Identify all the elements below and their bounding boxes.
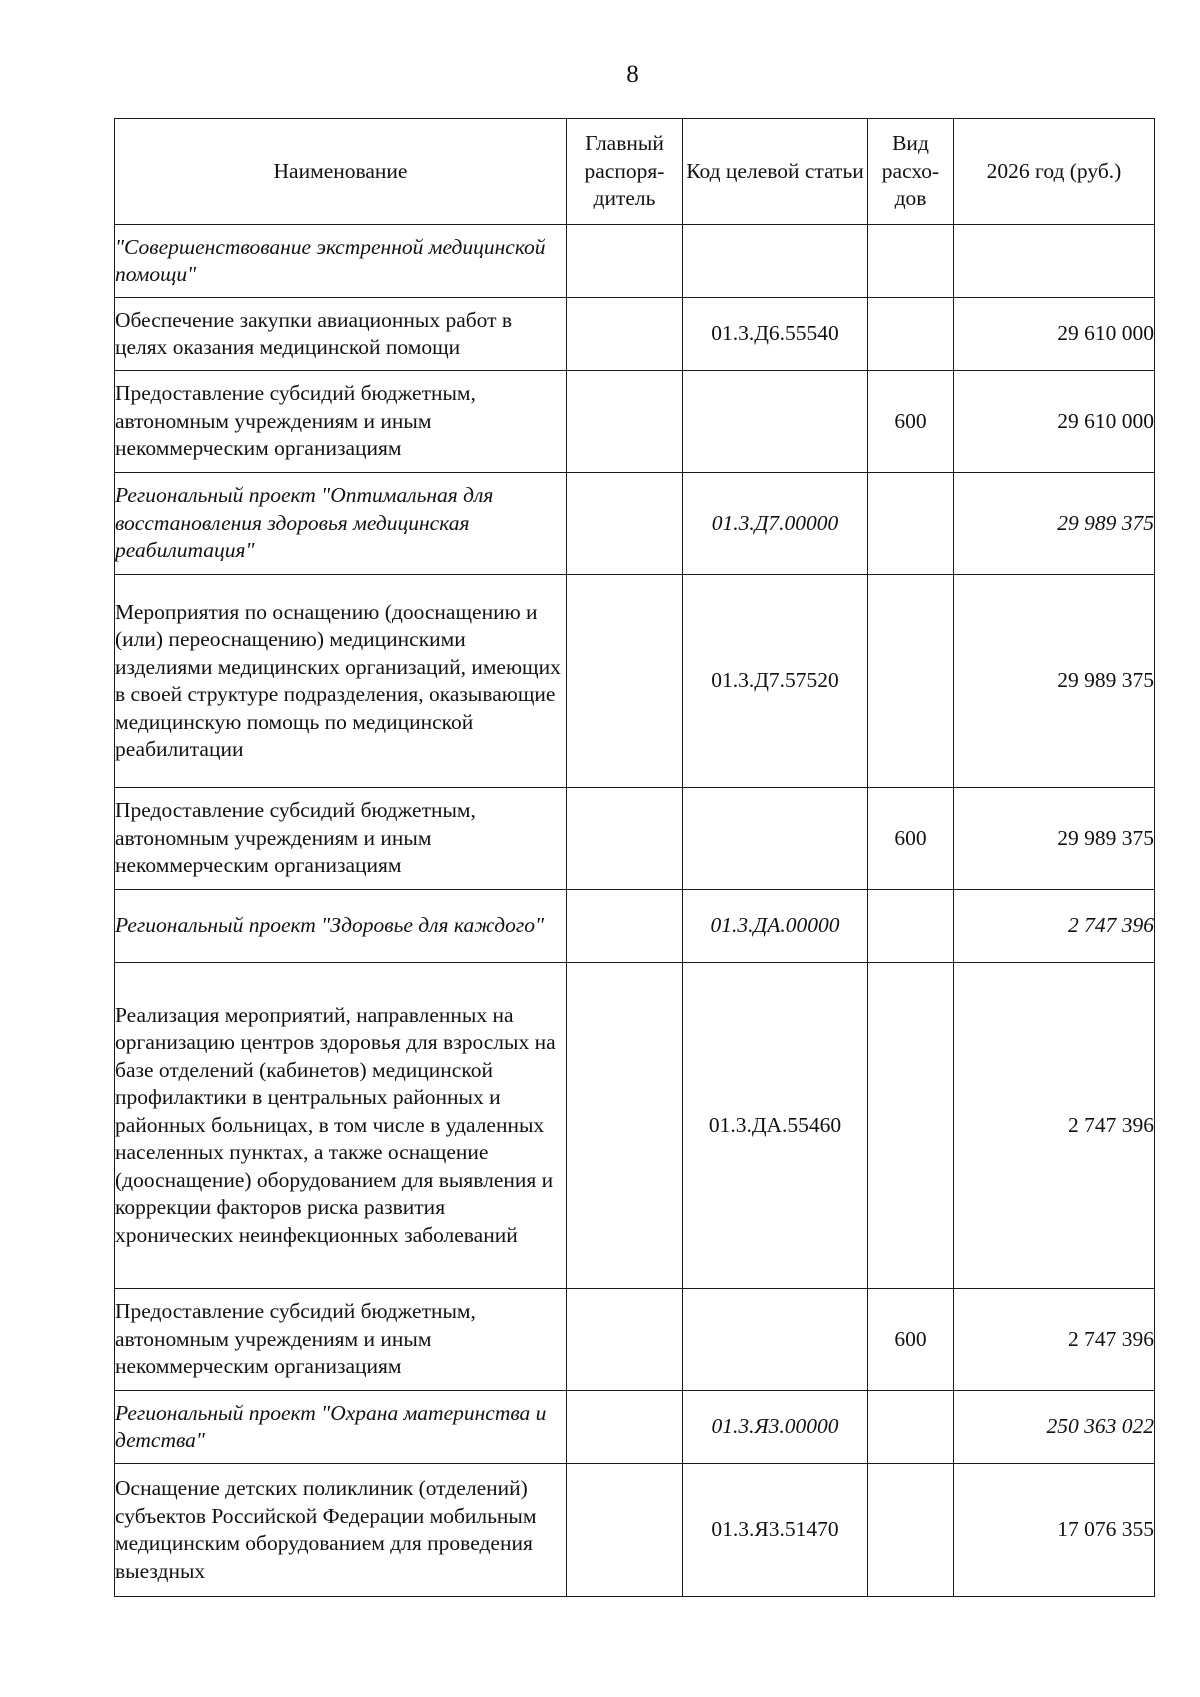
row-expense-type-cell-text: 600	[894, 825, 927, 850]
row-target-code-cell-text: 01.3.Д6.55540	[711, 321, 839, 346]
row-target-code-cell-text: 01.3.Д7.57520	[711, 668, 839, 693]
row-expense-type-cell-text: 600	[894, 408, 927, 433]
row-name-cell-text: Предоставление субсидий бюджетным, автономным учреждениям и иным некоммерческим организациям	[115, 381, 476, 461]
col-header-target-code: Код целевой статьи	[683, 119, 868, 225]
row-target-code-cell	[683, 298, 868, 371]
row-amount-cell-text: 29 610 000	[1057, 408, 1154, 433]
row-expense-type-cell-text: 600	[894, 1326, 927, 1351]
row-target-code-cell	[683, 575, 868, 788]
row-manager-cell	[567, 298, 683, 371]
row-amount-cell-text: 29 989 375	[1057, 825, 1154, 850]
row-amount-cell	[954, 788, 1155, 890]
row-name-cell	[115, 371, 567, 473]
row-name-cell-text: "Совершенствование экстренной медицинской помощи"	[115, 234, 546, 286]
row-target-code-cell-text: 01.3.ДА.00000	[710, 913, 840, 938]
table-header-row	[115, 119, 1155, 225]
row-amount-cell	[954, 1391, 1155, 1464]
row-expense-type-cell	[868, 371, 954, 473]
row-manager-cell	[567, 788, 683, 890]
row-target-code-cell	[683, 788, 868, 890]
row-expense-type-cell	[868, 1464, 954, 1597]
table-row	[115, 1391, 1155, 1464]
table-row	[115, 225, 1155, 298]
row-name-cell	[115, 298, 567, 371]
table-row	[115, 1289, 1155, 1391]
row-amount-cell	[954, 225, 1155, 298]
row-amount-cell-text: 2 747 396	[1068, 1326, 1154, 1351]
row-expense-type-cell	[868, 963, 954, 1289]
row-name-cell-text: Мероприятия по оснащению (дооснащению и (или) переоснащению) медицинскими изделиями медицинских организаций, имеющих в своей структуре подразделения, оказывающие медицинскую помощь по медицинской реабилитации	[115, 599, 561, 761]
row-manager-cell	[567, 473, 683, 575]
row-expense-type-cell	[868, 1289, 954, 1391]
table-row	[115, 575, 1155, 788]
row-name-cell	[115, 963, 567, 1289]
row-amount-cell	[954, 1464, 1155, 1597]
row-target-code-cell	[683, 1289, 868, 1391]
row-target-code-cell	[683, 371, 868, 473]
row-name-cell	[115, 225, 567, 298]
row-name-cell	[115, 1464, 567, 1597]
col-header-manager: Главный распоря-дитель	[567, 119, 683, 225]
row-amount-cell-text: 2 747 396	[1068, 913, 1154, 938]
row-amount-cell-text: 29 989 375	[1057, 668, 1154, 693]
row-amount-cell-text: 250 363 022	[1046, 1414, 1154, 1439]
row-target-code-cell-text: 01.3.Я3.51470	[711, 1517, 839, 1542]
row-amount-cell	[954, 963, 1155, 1289]
row-name-cell	[115, 788, 567, 890]
row-amount-cell	[954, 890, 1155, 963]
page-number: 8	[626, 61, 639, 88]
row-name-cell	[115, 1289, 567, 1391]
table-row	[115, 1464, 1155, 1597]
row-amount-cell-text: 29 610 000	[1057, 321, 1154, 346]
row-amount-cell-text: 2 747 396	[1068, 1112, 1154, 1137]
row-name-cell	[115, 890, 567, 963]
row-expense-type-cell	[868, 788, 954, 890]
row-manager-cell	[567, 1289, 683, 1391]
row-name-cell	[115, 1391, 567, 1464]
row-expense-type-cell	[868, 1391, 954, 1464]
table-row	[115, 473, 1155, 575]
row-amount-cell	[954, 1289, 1155, 1391]
table-row	[115, 371, 1155, 473]
row-target-code-cell-text: 01.3.Я3.00000	[711, 1414, 839, 1439]
row-manager-cell	[567, 371, 683, 473]
row-target-code-cell-text: 01.3.Д7.00000	[711, 510, 839, 535]
row-manager-cell	[567, 963, 683, 1289]
row-manager-cell	[567, 225, 683, 298]
row-expense-type-cell	[868, 575, 954, 788]
row-target-code-cell-text: 01.3.ДА.55460	[708, 1112, 842, 1137]
budget-table	[114, 118, 1155, 1597]
row-amount-cell	[954, 371, 1155, 473]
row-name-cell-text: Региональный проект "Оптимальная для восстановления здоровья медицинская реабилитация"	[115, 483, 494, 563]
row-amount-cell-text: 29 989 375	[1057, 510, 1154, 535]
col-header-name: Наименование	[115, 119, 567, 225]
row-amount-cell	[954, 473, 1155, 575]
row-name-cell	[115, 473, 567, 575]
row-name-cell	[115, 575, 567, 788]
row-amount-cell	[954, 298, 1155, 371]
row-name-cell-text: Региональный проект "Охрана материнства и детства"	[115, 1400, 547, 1452]
row-manager-cell	[567, 1391, 683, 1464]
row-name-cell-text: Обеспечение закупки авиационных работ в целях оказания медицинской помощи	[115, 307, 513, 359]
row-expense-type-cell	[868, 890, 954, 963]
row-manager-cell	[567, 1464, 683, 1597]
table-body	[115, 225, 1155, 1597]
row-name-cell-text: Региональный проект "Здоровье для каждого"	[115, 913, 544, 938]
row-target-code-cell	[683, 225, 868, 298]
table-row	[115, 890, 1155, 963]
row-name-cell-text: Предоставление субсидий бюджетным, автономным учреждениям и иным некоммерческим организациям	[115, 1299, 476, 1379]
row-target-code-cell	[683, 890, 868, 963]
row-amount-cell-text: 17 076 355	[1057, 1517, 1154, 1542]
row-target-code-cell	[683, 963, 868, 1289]
row-manager-cell	[567, 890, 683, 963]
row-expense-type-cell	[868, 473, 954, 575]
col-header-amount: 2026 год (руб.)	[954, 119, 1155, 225]
row-manager-cell	[567, 575, 683, 788]
row-target-code-cell	[683, 1464, 868, 1597]
table-row	[115, 298, 1155, 371]
row-expense-type-cell	[868, 298, 954, 371]
row-expense-type-cell	[868, 225, 954, 298]
row-name-cell-text: Предоставление субсидий бюджетным, автономным учреждениям и иным некоммерческим организациям	[115, 798, 476, 878]
row-target-code-cell	[683, 1391, 868, 1464]
row-name-cell-text: Реализация мероприятий, направленных на организацию центров здоровья для взрослых на базе отделений (кабинетов) медицинской профилактики в центральных районных и районных больницах, в том числе в удаленных населенных пунктах, а также оснащение (дооснащение) оборудованием для выявления и коррекции факторов риска развития хронических неинфекционных заболеваний	[115, 1002, 556, 1247]
col-header-expense-type: Вид расхо-дов	[868, 119, 954, 225]
row-amount-cell	[954, 575, 1155, 788]
table-row	[115, 788, 1155, 890]
row-name-cell-text: Оснащение детских поликлиник (отделений) субъектов Российской Федерации мобильным медицинским оборудованием для проведения выездных	[115, 1476, 537, 1583]
row-target-code-cell	[683, 473, 868, 575]
table-row	[115, 963, 1155, 1289]
